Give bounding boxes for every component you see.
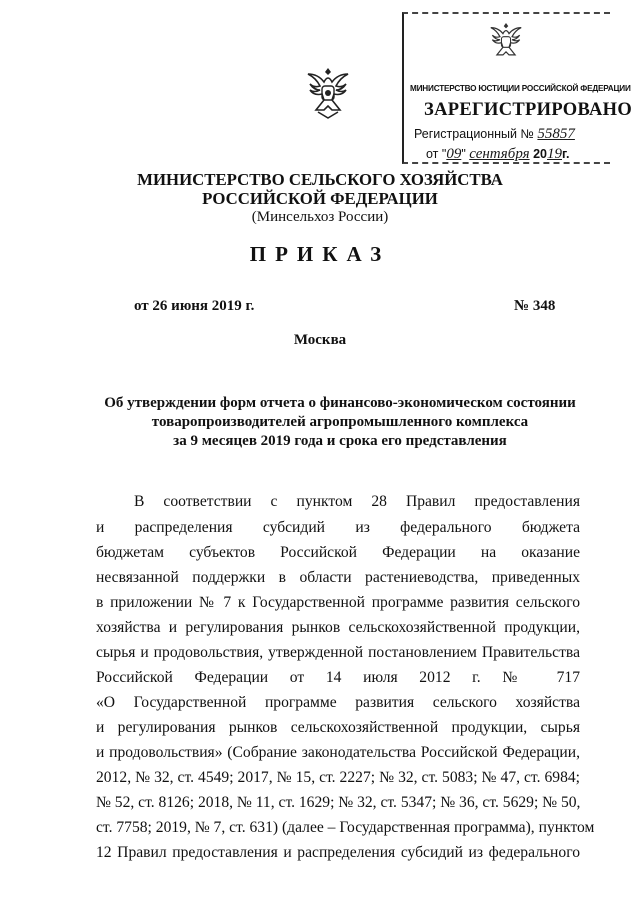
order-date: от 26 июня 2019 г. (134, 298, 255, 314)
body-line: ст. 7758; 2019, № 7, ст. 631) (далее – Государственная программа), пунктом (96, 819, 595, 836)
body-line: В соответствии с пунктом 28 Правил предоставления (134, 493, 580, 510)
stamp-date-suffix: г. (562, 147, 570, 161)
body-line: хозяйства и регулирования рынков сельскохозяйственной продукции, (96, 619, 580, 636)
body-line: и регулирования рынков сельскохозяйственной продукции, сырья (96, 719, 580, 736)
order-subject-line: за 9 месяцев 2019 года и срока его представления (173, 433, 507, 449)
body-line: бюджетам субъектов Российской Федерации на оказание (96, 544, 580, 561)
body-line: сырья и продовольствия, утвержденной постановлением Правительства (96, 644, 580, 661)
stamp-registration (414, 126, 575, 143)
stamp-date-prefix: от " (426, 147, 447, 161)
stamp-date-month: сентября (469, 146, 530, 162)
body-line: № 52, ст. 8126; 2018, № 11, ст. 1629; № 32, ст. 5347; № 36, ст. 5629; № 50, (96, 794, 581, 811)
stamp-date-mid: " (461, 147, 466, 161)
body-line: в приложении № 7 к Государственной программе развития сельского (96, 594, 580, 611)
body-line: несвязанной поддержки в области растениеводства, приведенных (96, 569, 580, 586)
stamp-date-day: 09 (446, 146, 462, 162)
ministry-name-line1: МИНИСТЕРСТВО СЕЛЬСКОГО ХОЗЯЙСТВА (137, 170, 503, 189)
coat-of-arms-icon (302, 64, 354, 122)
stamp-emblem-icon (486, 20, 526, 64)
body-line: и продовольствия» (Собрание законодательства Российской Федерации, (96, 744, 580, 761)
ministry-short-name: (Минсельхоз России) (251, 209, 389, 225)
stamp-reg-label: Регистрационный № (414, 127, 534, 141)
order-title: ПРИКАЗ (249, 242, 391, 266)
body-line: 2012, № 32, ст. 4549; 2017, № 15, ст. 2227; № 32, ст. 5083; № 47, ст. 6984; (96, 769, 580, 786)
order-subject-line: товаропроизводителей агропромышленного комплекса (151, 414, 529, 430)
stamp-ministry: МИНИСТЕРСТВО ЮСТИЦИИ РОССИЙСКОЙ ФЕДЕРАЦИИ (410, 84, 631, 93)
order-number: № 348 (514, 298, 556, 314)
ministry-name-line2: РОССИЙСКОЙ ФЕДЕРАЦИИ (202, 189, 438, 208)
stamp-date-year-prefix: 20 (533, 147, 547, 161)
stamp-date (426, 146, 569, 163)
registration-stamp (402, 12, 633, 164)
order-city: Москва (293, 332, 347, 348)
stamp-date-year: 19 (547, 146, 562, 162)
body-line: «О Государственной программе развития сельского хозяйства (96, 694, 580, 711)
stamp-status: ЗАРЕГИСТРИРОВАНО (424, 100, 633, 120)
body-line: и распределения субсидий из федерального бюджета (96, 519, 580, 536)
order-subject-line: Об утверждении форм отчета о финансово-экономическом состоянии (104, 395, 576, 411)
stamp-reg-number: 55857 (537, 126, 575, 142)
body-line: Российской Федерации от 14 июля 2012 г. № 717 (96, 669, 580, 686)
body-line: 12 Правил предоставления и распределения субсидий из федерального (96, 844, 580, 861)
